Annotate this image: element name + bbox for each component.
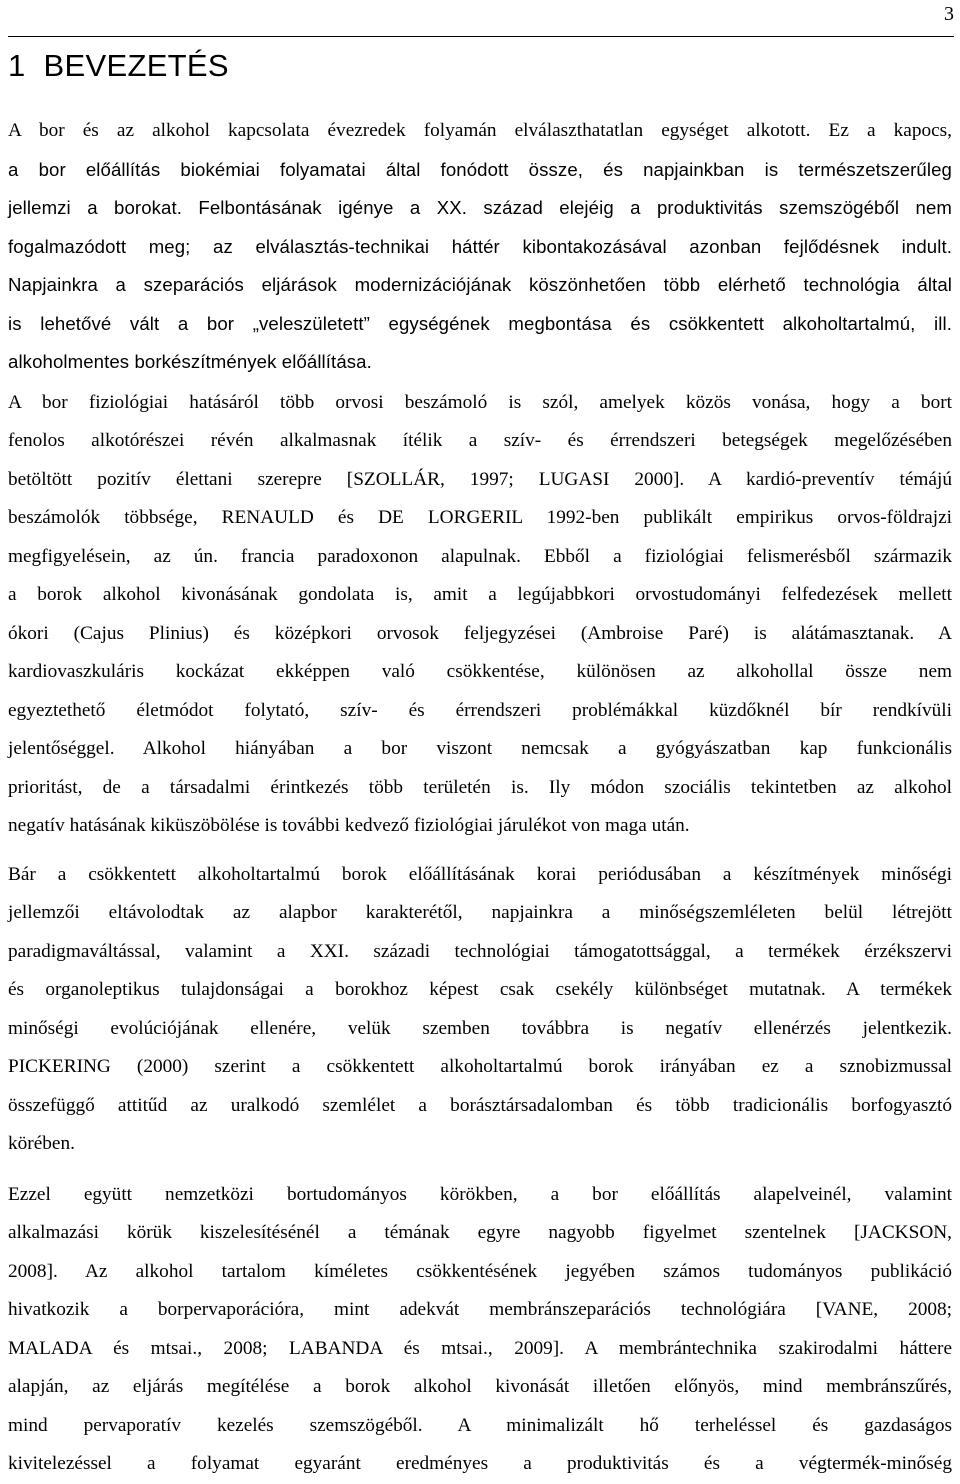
paragraph-line: Napjainkra a szeparációs eljárások modernizációjának köszönhetően több elérhető technológia által (8, 274, 952, 295)
paragraph-line: egyeztethető életmódot folytató, szív- és érrendszeri problémákkal küzdőknél bír rendkívüli (8, 699, 952, 721)
section-heading (8, 44, 229, 88)
paragraph-line: paradigmaváltással, valamint a XXI. századi technológiai támogatottsággal, a termékek érzékszervi (8, 940, 952, 962)
paragraph-line: prioritást, de a társadalmi érintkezés több területén is. Ily módon szociális tekintetben az alkohol (8, 776, 952, 798)
paragraph-3 (8, 856, 952, 1164)
paragraph-line: a borok alkohol kivonásának gondolata is, amit a legújabbkori orvostudományi felfedezések mellett (8, 584, 952, 605)
header-rule (8, 36, 954, 37)
paragraph-line: MALADA és mtsai., 2008; LABANDA és mtsai., 2009]. A membrántechnika szakirodalmi háttere (8, 1337, 952, 1359)
document-body (8, 112, 952, 1484)
paragraph-line: alkalmazási körük kiszelesítésénél a témának egyre nagyobb figyelmet szentelnek [JACKSON, (8, 1222, 952, 1243)
paragraph-line: a bor előállítás biokémiai folyamatai által fonódott össze, és napjainkban is természetszerűleg (8, 158, 952, 180)
paragraph-line: fogalmazódott meg; az elválasztás-technikai háttér kibontakozásával azonban fejlődésnek indult. (8, 235, 952, 257)
paragraph-line: jellemzői eltávolodtak az alapbor karakterétől, napjainkra a minőségszemléleten belül létrejött (8, 902, 952, 923)
paragraph-line: alapján, az eljárás megítélése a borok alkohol kivonását illetően előnyös, mind membránszűrés, (8, 1376, 952, 1397)
paragraph-line: és organoleptikus tulajdonságai a borokhoz képest csak csekély különbséget mutatnak. A termékek (8, 979, 952, 1000)
paragraph-line: Ezzel együtt nemzetközi bortudományos körökben, a bor előállítás alapelveinél, valamint (8, 1183, 952, 1205)
paragraph-line: A bor fiziológiai hatásáról több orvosi beszámoló is szól, amelyek közös vonása, hogy a bort (8, 391, 952, 413)
paragraph-line: jelentőséggel. Alkohol hiányában a bor viszont nemcsak a gyógyászatban kap funkcionális (8, 738, 952, 759)
paragraph-line: fenolos alkotórészei révén alkalmasnak ítélik a szív- és érrendszeri betegségek megelőzésében (8, 430, 952, 451)
paragraph-line: megfigyelésein, az ún. francia paradoxonon alapulnak. Ebből a fiziológiai felismerésből származik (8, 545, 952, 567)
paragraph-line: összefüggő attitűd az uralkodó szemlélet a borásztársadalomban és több tradicionális borfogyasztó (8, 1094, 952, 1116)
paragraph-line: A bor és az alkohol kapcsolata évezredek folyamán elválaszthatatlan egységet alkotott. Ez a kapocs, (8, 120, 952, 141)
paragraph-line: kivitelezéssel a folyamat egyaránt eredményes a produktivitás és a végtermék-minőség (8, 1453, 952, 1474)
section-number: 1 (8, 48, 26, 83)
page-number: 3 (944, 3, 954, 25)
paragraph-line: minőségi evolúciójának ellenére, velük szemben továbbra is negatív ellenérzés jelentkezik. (8, 1017, 952, 1039)
paragraph-line: jellemzi a borokat. Felbontásának igénye a XX. század elejéig a produktivitás szemszögéből nem (8, 197, 952, 218)
paragraph-2 (8, 384, 952, 846)
paragraph-line: kardiovaszkuláris kockázat ekképpen való csökkentése, különösen az alkohollal össze nem (8, 661, 952, 682)
paragraph-line: körében. (8, 1133, 75, 1154)
paragraph-line: is lehetővé vált a bor „veleszületett” egységének megbontása és csökkentett alkoholtartalmú, ill. (8, 312, 952, 334)
paragraph-line: ókori (Cajus Plinius) és középkori orvosok feljegyzései (Ambroise Paré) is alátámasztanak. A (8, 622, 952, 644)
paragraph-line: betöltött pozitív élettani szerepre [SZOLLÁR, 1997; LUGASI 2000]. A kardió-preventív témájú (8, 468, 952, 490)
paragraph-4 (8, 1176, 952, 1484)
paragraph-line: beszámolók többsége, RENAULD és DE LORGERIL 1992-ben publikált empirikus orvos-földrajzi (8, 507, 952, 528)
paragraph-line: mind pervaporatív kezelés szemszögéből. A minimalizált hő terheléssel és gazdaságos (8, 1414, 952, 1436)
paragraph-line: hivatkozik a borpervaporációra, mint adekvát membránszeparációs technológiára [VANE, 2008; (8, 1299, 952, 1320)
section-title: BEVEZETÉS (43, 48, 229, 83)
paragraph-line: Bár a csökkentett alkoholtartalmú borok előállításának korai periódusában a készítmények minőségi (8, 863, 952, 885)
paragraph-1 (8, 112, 952, 382)
paragraph-line: PICKERING (2000) szerint a csökkentett alkoholtartalmú borok irányában ez a sznobizmussal (8, 1056, 952, 1077)
paragraph-line: 2008]. Az alkohol tartalom kíméletes csökkentésének jegyében számos tudományos publikáció (8, 1260, 952, 1282)
paragraph-line: alkoholmentes borkészítmények előállítása. (8, 351, 372, 372)
paragraph-line: negatív hatásának kiküszöbölése is további kedvező fiziológiai járulékot von maga után. (8, 815, 690, 836)
